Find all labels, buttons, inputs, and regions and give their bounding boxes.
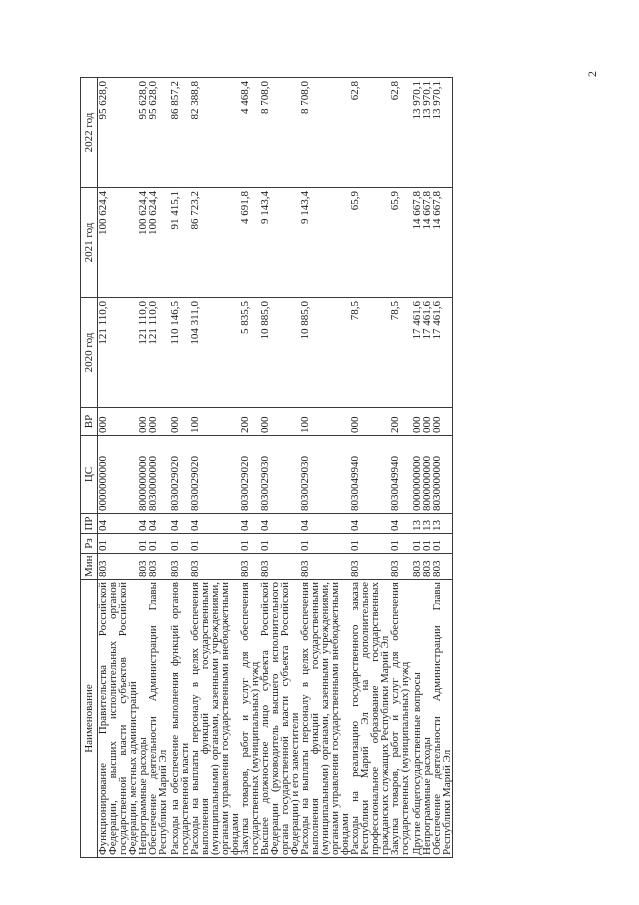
row-2022: 82 388,8 [190,78,240,188]
row-min: 803 [390,554,410,580]
row-min: 803 [240,554,260,580]
row-cs: 0000000000 [98,436,139,514]
row-pr: 04 [168,514,190,534]
table-row [390,78,410,858]
row-rz: 01 [422,534,432,554]
row-pr: 04 [300,514,350,534]
row-rz: 01 [240,534,260,554]
row-min: 803 [98,554,139,580]
row-pr: 13 [422,514,432,534]
budget-table [80,77,453,858]
header-2021: 2021 год [81,188,98,298]
row-name: Высшее должностное лицо субъекта Российской Федерации (руководитель высшего исполнительного органа государственной власти субъекта Российской Федерации) и его заместители [260,580,300,858]
row-name: Расходы на реализацию государственного заказа Республики Марий Эл на дополнительное профессиональное образование государственных гражданских служащих Республики Марий Эл [350,580,390,858]
row-min: 803 [410,554,422,580]
row-cs: 8030049940 [350,436,390,514]
row-2022: 95 628,0 [138,78,148,188]
row-cs: 0000000000 [410,436,422,514]
row-vr: 000 [138,408,148,436]
row-vr: 100 [300,408,350,436]
row-name: Расходы на выплаты персоналу в целях обеспечения выполнения функций государственными (муниципальными) органами, казенными учреждениями, органами управления государственными внебюджетными фондами [190,580,240,858]
row-2021: 100 624,4 [148,188,168,298]
row-vr: 000 [148,408,168,436]
header-min: Мин [81,554,98,580]
row-vr: 000 [432,408,453,436]
table-row [168,78,190,858]
row-rz: 01 [260,534,300,554]
row-2021: 14 667,8 [410,188,422,298]
row-cs: 8030029030 [260,436,300,514]
table-row [190,78,240,858]
row-2022: 8 708,0 [260,78,300,188]
row-pr: 04 [98,514,139,534]
row-min: 803 [190,554,240,580]
row-2020: 10 885,0 [300,298,350,408]
row-rz: 01 [350,534,390,554]
row-2020: 104 311,0 [190,298,240,408]
row-cs: 8000000000 [138,436,148,514]
row-rz: 01 [300,534,350,554]
row-2022: 95 628,0 [98,78,139,188]
table-body [98,78,453,858]
row-min: 803 [350,554,390,580]
row-min: 803 [432,554,453,580]
row-name: Расходы на обеспечение выполнения функций органов государственной власти [168,580,190,858]
row-2022: 95 628,0 [148,78,168,188]
row-2020: 5 835,5 [240,298,260,408]
row-pr: 04 [350,514,390,534]
row-cs: 8030029030 [300,436,350,514]
row-vr: 000 [350,408,390,436]
row-2020: 78,5 [390,298,410,408]
table-row [240,78,260,858]
row-cs: 8030000000 [148,436,168,514]
row-rz: 01 [98,534,139,554]
row-vr: 200 [390,408,410,436]
row-2021: 65,9 [390,188,410,298]
row-min: 803 [148,554,168,580]
row-2021: 9 143,4 [260,188,300,298]
row-2020: 10 885,0 [260,298,300,408]
row-vr: 000 [410,408,422,436]
row-2020: 78,5 [350,298,390,408]
row-2021: 9 143,4 [300,188,350,298]
row-2022: 13 970,1 [432,78,453,188]
row-name: Закупка товаров, работ и услуг для обеспечения государственных (муниципальных) нужд [390,580,410,858]
header-vr: ВР [81,408,98,436]
budget-table-rotated [80,78,590,858]
row-min: 803 [168,554,190,580]
header-cs: ЦС [81,436,98,514]
row-rz: 01 [148,534,168,554]
row-2022: 4 468,4 [240,78,260,188]
row-pr: 13 [410,514,422,534]
row-rz: 01 [410,534,422,554]
row-vr: 000 [98,408,139,436]
row-2020: 110 146,5 [168,298,190,408]
header-pr: ПР [81,514,98,534]
row-rz: 01 [432,534,453,554]
table-row [432,78,453,858]
header-rz: Рз [81,534,98,554]
row-pr: 04 [260,514,300,534]
row-rz: 01 [168,534,190,554]
row-min: 803 [422,554,432,580]
row-2022: 13 970,1 [410,78,422,188]
row-cs: 8030029020 [240,436,260,514]
table-header-row [81,78,98,858]
table-row [260,78,300,858]
row-2020: 17 461,6 [410,298,422,408]
row-2020: 121 110,0 [138,298,148,408]
row-cs: 8030049940 [390,436,410,514]
row-rz: 01 [190,534,240,554]
table-row [300,78,350,858]
row-name: Закупка товаров, работ и услуг для обеспечения государственных (муниципальных) нужд [240,580,260,858]
row-2021: 86 723,2 [190,188,240,298]
row-2021: 100 624,4 [98,188,139,298]
row-2022: 62,8 [390,78,410,188]
row-2020: 121 110,0 [148,298,168,408]
row-cs: 8030029020 [190,436,240,514]
header-name: Наименование [81,580,98,858]
row-2021: 14 667,8 [432,188,453,298]
row-cs: 8030029020 [168,436,190,514]
row-2022: 13 970,1 [422,78,432,188]
row-name: Непрограммные расходы [138,580,148,858]
table-row [98,78,139,858]
table-row [350,78,390,858]
row-2022: 62,8 [350,78,390,188]
row-2022: 8 708,0 [300,78,350,188]
row-2021: 100 624,4 [138,188,148,298]
row-rz: 01 [138,534,148,554]
row-name: Непрограммные расходы [422,580,432,858]
row-2021: 65,9 [350,188,390,298]
row-name: Другие общегосударственные вопросы [410,580,422,858]
header-2022: 2022 год [81,78,98,188]
row-pr: 04 [148,514,168,534]
row-rz: 01 [390,534,410,554]
row-name: Функционирование Правительства Российской Федерации, высших исполнительных органов государственной власти субъектов Российской Федерации, местных администраций [98,580,139,858]
row-pr: 04 [190,514,240,534]
header-2020: 2020 год [81,298,98,408]
row-2020: 17 461,6 [422,298,432,408]
row-pr: 04 [138,514,148,534]
row-vr: 100 [190,408,240,436]
row-name: Обеспечение деятельности Администрации Главы Республики Марий Эл [148,580,168,858]
row-min: 803 [138,554,148,580]
row-pr: 04 [240,514,260,534]
row-2021: 91 415,1 [168,188,190,298]
row-min: 803 [260,554,300,580]
row-name: Расходы на выплаты персоналу в целях обеспечения выполнения функций государственными (муниципальными) органами, казенными учреждениями, органами управления государственными внебюджетными фондами [300,580,350,858]
row-pr: 04 [390,514,410,534]
row-vr: 000 [422,408,432,436]
table-row [148,78,168,858]
row-2020: 17 461,6 [432,298,453,408]
row-cs: 8000000000 [422,436,432,514]
page-number: 2 [585,71,599,77]
row-2021: 4 691,8 [240,188,260,298]
row-vr: 000 [260,408,300,436]
row-2021: 14 667,8 [422,188,432,298]
row-cs: 8030000000 [432,436,453,514]
row-name: Обеспечение деятельности Администрации Главы Республики Марий Эл [432,580,453,858]
row-min: 803 [300,554,350,580]
row-pr: 13 [432,514,453,534]
row-2022: 86 857,2 [168,78,190,188]
row-vr: 000 [168,408,190,436]
row-2020: 121 110,0 [98,298,139,408]
row-vr: 200 [240,408,260,436]
